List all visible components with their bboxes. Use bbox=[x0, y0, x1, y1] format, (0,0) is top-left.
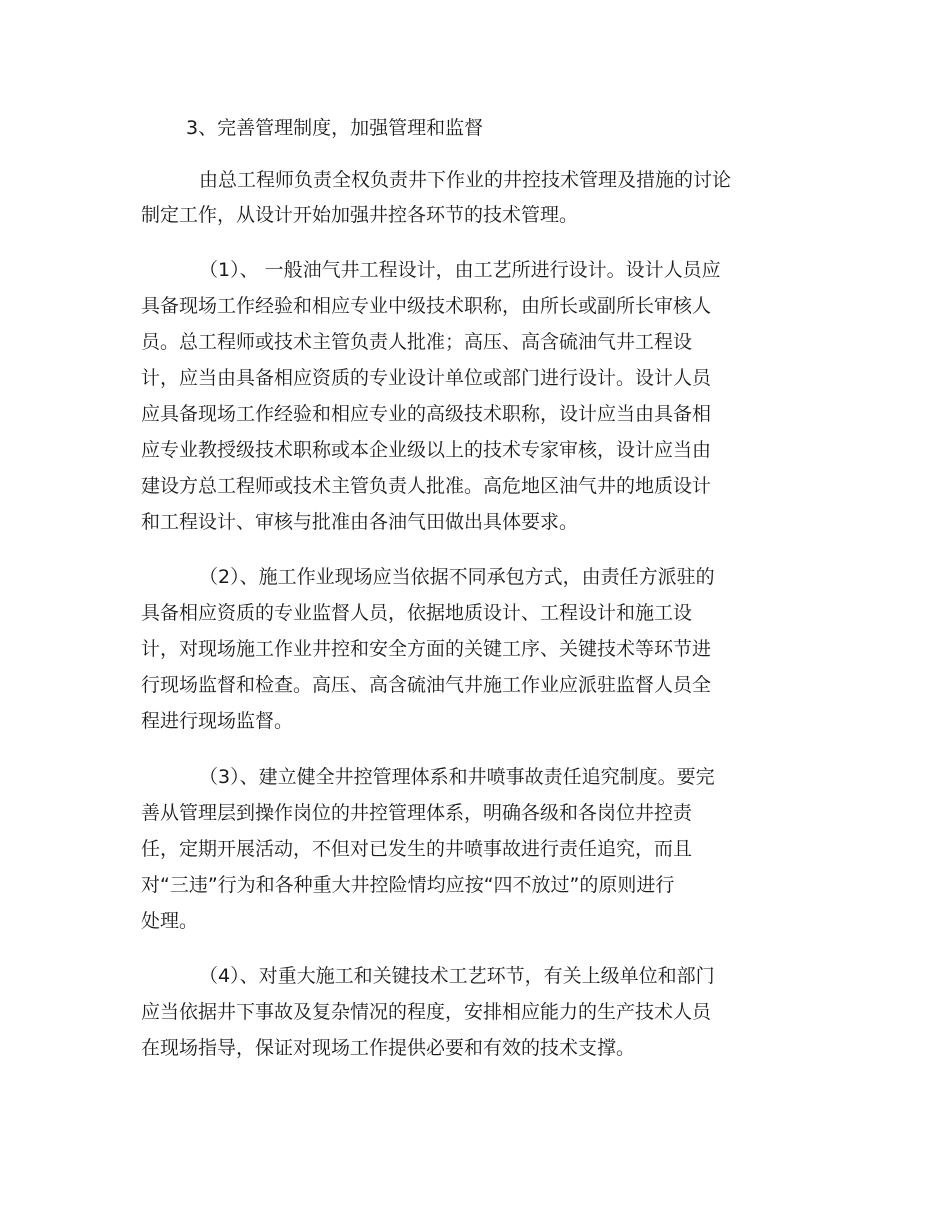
paragraph-line: 具备现场工作经验和相应专业中级技术职称，由所长或副所长审核人 bbox=[141, 295, 712, 317]
paragraph-line: 行现场监督和检查。高压、高含硫油气井施工作业应派驻监督人员全 bbox=[141, 674, 712, 696]
paragraph-line: 员。总工程师或技术主管负责人批准；高压、高含硫油气井工程设 bbox=[141, 331, 693, 353]
paragraph-line: （2）、施工作业现场应当依据不同承包方式，由责任方派驻的 bbox=[199, 566, 715, 588]
paragraph-line: 应具备现场工作经验和相应专业的高级技术职称，设计应当由具备相 bbox=[141, 403, 712, 425]
paragraph-line: （3）、建立健全井控管理体系和井喷事故责任追究制度。要完 bbox=[199, 766, 715, 788]
paragraph-line: 计，应当由具备相应资质的专业设计单位或部门进行设计。设计人员 bbox=[141, 367, 712, 389]
paragraph-line: 处理。 bbox=[141, 910, 199, 932]
paragraph-line: 应当依据井下事故及复杂情况的程度，安排相应能力的生产技术人员 bbox=[141, 1001, 712, 1023]
paragraph-line: 对“三违”行为和各种重大井控险情均应按“四不放过”的原则进行 bbox=[141, 874, 675, 896]
paragraph-line: 制定工作，从设计开始加强井控各环节的技术管理。 bbox=[141, 204, 579, 226]
paragraph-line: 任，定期开展活动，不但对已发生的井喷事故进行责任追究，而且 bbox=[141, 838, 693, 860]
paragraph-line: 具备相应资质的专业监督人员，依据地质设计、工程设计和施工设 bbox=[141, 602, 693, 624]
paragraph-line: 善从管理层到操作岗位的井控管理体系，明确各级和各岗位井控责 bbox=[141, 802, 693, 824]
paragraph-line: （1）、 一般油气井工程设计，由工艺所进行设计。设计人员应 bbox=[199, 259, 721, 281]
paragraph-line: 建设方总工程师或技术主管负责人批准。高危地区油气井的地质设计 bbox=[141, 475, 712, 497]
paragraph-line: 和工程设计、审核与批准由各油气田做出具体要求。 bbox=[141, 511, 579, 533]
paragraph-line: 应专业教授级技术职称或本企业级以上的技术专家审核，设计应当由 bbox=[141, 439, 712, 461]
paragraph-line: 由总工程师负责全权负责井下作业的井控技术管理及措施的讨论 bbox=[199, 169, 732, 191]
paragraph-line: 在现场指导，保证对现场工作提供必要和有效的技术支撑。 bbox=[141, 1037, 636, 1059]
paragraph-line: 程进行现场监督。 bbox=[141, 710, 294, 732]
paragraph-line: （4）、对重大施工和关键技术工艺环节，有关上级单位和部门 bbox=[199, 965, 715, 987]
section-heading: 3、完善管理制度，加强管理和监督 bbox=[186, 117, 484, 139]
paragraph-line: 计，对现场施工作业井控和安全方面的关键工序、关键技术等环节进 bbox=[141, 638, 712, 660]
